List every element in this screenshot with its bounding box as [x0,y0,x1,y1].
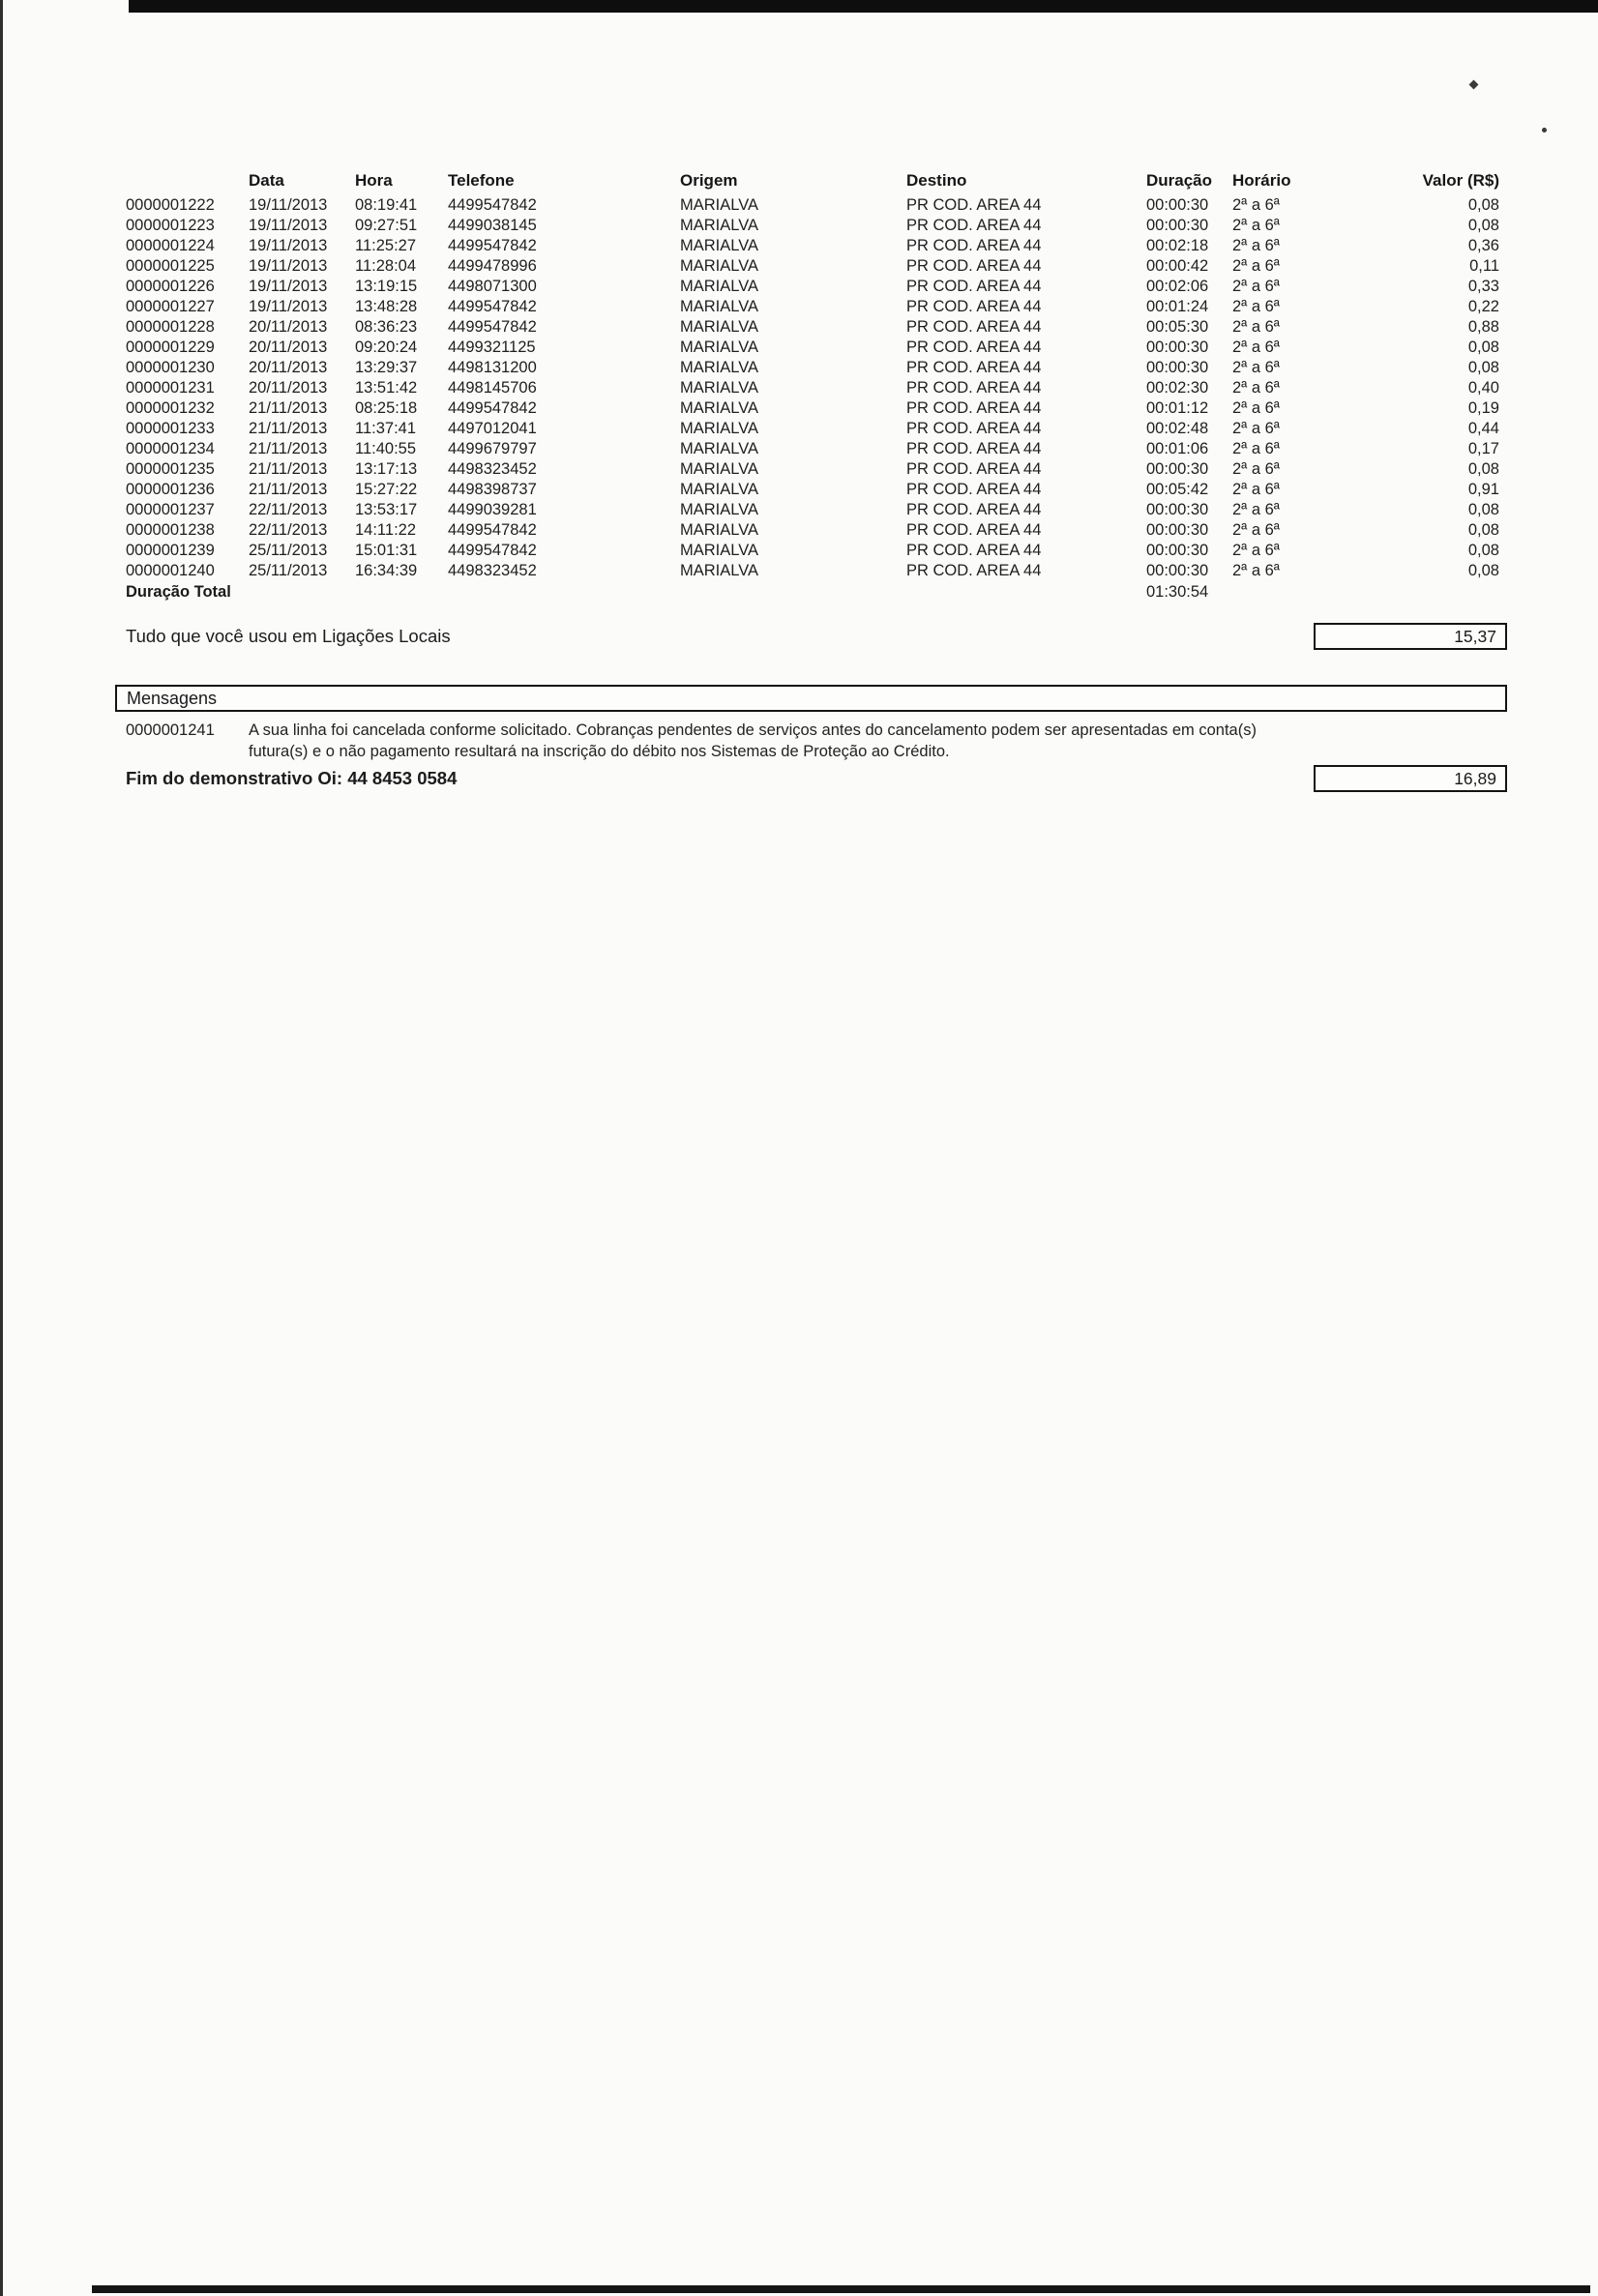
call-cell: 4499547842 [448,521,537,539]
call-cell: PR COD. AREA 44 [906,562,1042,579]
call-cell: 0,08 [1467,501,1499,518]
call-cell: 19/11/2013 [249,278,328,295]
messages-section-header [115,685,1507,712]
call-cell: PR COD. AREA 44 [906,420,1042,437]
call-cell: 0000001232 [126,399,215,417]
call-cell: 4499478996 [448,257,537,275]
call-cell: 00:00:30 [1146,339,1209,356]
call-cell: 0000001223 [126,217,215,234]
call-cell: 09:20:24 [355,339,418,356]
call-cell: 0000001225 [126,257,215,275]
call-row [126,398,1499,419]
scan-edge-bottom [92,2285,1590,2293]
call-cell: 0,44 [1467,420,1499,437]
scan-artifact [1542,128,1547,132]
call-cell: MARIALVA [680,217,758,234]
col-header-duracao: Duração [1146,171,1213,190]
call-cell: 0,08 [1467,196,1499,214]
call-row [126,195,1499,216]
call-cell: MARIALVA [680,521,758,539]
call-cell: 19/11/2013 [249,217,328,234]
call-cell: MARIALVA [680,440,758,457]
col-header-destino: Destino [906,171,967,190]
call-cell: 0000001240 [126,562,215,579]
call-cell: 19/11/2013 [249,298,328,315]
call-cell: 0000001238 [126,521,215,539]
col-header-origem: Origem [680,171,738,190]
scan-artifact [1469,80,1479,90]
call-row [126,480,1499,500]
call-cell: 2ª a 6ª [1232,399,1280,417]
call-cell: 2ª a 6ª [1232,420,1280,437]
call-cell: 4498323452 [448,460,537,478]
call-cell: 00:01:06 [1146,440,1209,457]
call-row [126,439,1499,459]
call-cell: 2ª a 6ª [1232,562,1280,579]
call-cell: 15:01:31 [355,542,418,559]
call-cell: 00:02:30 [1146,379,1209,397]
call-cell: 2ª a 6ª [1232,257,1280,275]
call-row [126,277,1499,297]
call-cell: 20/11/2013 [249,339,328,356]
call-cell: 0000001230 [126,359,215,376]
call-cell: 0,91 [1467,481,1499,498]
call-cell: 00:02:48 [1146,420,1209,437]
messages-title: Mensagens [127,689,218,708]
duration-total-label: Duração Total [126,583,231,601]
call-cell: 2ª a 6ª [1232,542,1280,559]
call-row [126,541,1499,561]
call-cell: 4499039281 [448,501,537,518]
call-cell: 13:19:15 [355,278,418,295]
col-header-hora: Hora [355,171,393,190]
call-cell: 11:28:04 [355,257,417,275]
call-row [126,256,1499,277]
call-cell: 0,36 [1467,237,1499,254]
call-row [126,216,1499,236]
call-cell: 0,08 [1467,521,1499,539]
call-cell: 0000001233 [126,420,215,437]
scan-edge-left [0,0,3,2296]
call-cell: 08:19:41 [355,196,418,214]
call-cell: 2ª a 6ª [1232,298,1280,315]
call-cell: 13:53:17 [355,501,418,518]
message-row [126,721,1480,762]
call-cell: 0000001235 [126,460,215,478]
call-cell: 08:25:18 [355,399,418,417]
table-header-row [126,170,1499,195]
call-cell: 4498131200 [448,359,537,376]
call-cell: 4499547842 [448,399,537,417]
call-row [126,459,1499,480]
call-cell: 4499679797 [448,440,537,457]
call-cell: 00:00:30 [1146,359,1209,376]
call-cell: 21/11/2013 [249,460,328,478]
call-cell: 13:29:37 [355,359,418,376]
col-header-telefone: Telefone [448,171,515,190]
call-cell: 0,88 [1467,318,1499,336]
bill-footer [126,765,1507,792]
call-cell: PR COD. AREA 44 [906,257,1042,275]
call-cell: 20/11/2013 [249,379,328,397]
call-row [126,419,1499,439]
call-cell: 2ª a 6ª [1232,196,1280,214]
call-cell: 08:36:23 [355,318,418,336]
call-cell: 2ª a 6ª [1232,237,1280,254]
call-cell: MARIALVA [680,339,758,356]
call-row [126,317,1499,338]
call-cell: PR COD. AREA 44 [906,481,1042,498]
call-cell: 0000001226 [126,278,215,295]
call-cell: MARIALVA [680,501,758,518]
call-cell: MARIALVA [680,196,758,214]
call-cell: 00:02:06 [1146,278,1209,295]
call-cell: 11:37:41 [355,420,417,437]
call-cell: 2ª a 6ª [1232,521,1280,539]
call-cell: 13:51:42 [355,379,418,397]
call-cell: 4499547842 [448,298,537,315]
call-cell: PR COD. AREA 44 [906,542,1042,559]
call-cell: MARIALVA [680,359,758,376]
call-cell: 14:11:22 [355,521,417,539]
call-cell: 0,08 [1467,359,1499,376]
call-cell: 00:00:30 [1146,196,1209,214]
call-cell: 0,08 [1467,562,1499,579]
call-cell: 2ª a 6ª [1232,359,1280,376]
call-cell: 21/11/2013 [249,481,328,498]
col-header-horario: Horário [1232,171,1291,190]
call-cell: 0000001239 [126,542,215,559]
call-cell: 09:27:51 [355,217,418,234]
call-cell: 0,08 [1467,460,1499,478]
call-row [126,236,1499,256]
call-row [126,500,1499,520]
call-cell: MARIALVA [680,379,758,397]
call-cell: 0,19 [1467,399,1499,417]
grand-total-value: 16,89 [1454,769,1496,788]
call-cell: PR COD. AREA 44 [906,379,1042,397]
call-cell: 4499547842 [448,542,537,559]
call-cell: 00:01:24 [1146,298,1209,315]
col-header-data: Data [249,171,284,190]
call-cell: 19/11/2013 [249,257,328,275]
local-calls-total-value: 15,37 [1454,627,1496,646]
call-cell: 13:17:13 [355,460,418,478]
local-calls-summary [126,623,1507,650]
message-text [249,721,1469,762]
col-header-valor: Valor (R$) [1422,171,1499,190]
call-cell: 2ª a 6ª [1232,501,1280,518]
call-cell: PR COD. AREA 44 [906,237,1042,254]
call-cell: 4497012041 [448,420,537,437]
call-cell: PR COD. AREA 44 [906,359,1042,376]
call-cell: 2ª a 6ª [1232,440,1280,457]
call-cell: PR COD. AREA 44 [906,440,1042,457]
call-cell: 22/11/2013 [249,501,328,518]
call-cell: MARIALVA [680,237,758,254]
call-cell: MARIALVA [680,298,758,315]
call-cell: MARIALVA [680,278,758,295]
call-cell: 21/11/2013 [249,420,328,437]
call-cell: 2ª a 6ª [1232,339,1280,356]
call-cell: 00:00:30 [1146,542,1209,559]
call-cell: MARIALVA [680,460,758,478]
call-cell: 0000001222 [126,196,215,214]
call-cell: 0000001227 [126,298,215,315]
call-cell: 22/11/2013 [249,521,328,539]
call-detail-table [126,170,1499,602]
call-cell: MARIALVA [680,257,758,275]
call-cell: 20/11/2013 [249,359,328,376]
call-cell: 13:48:28 [355,298,418,315]
call-cell: 2ª a 6ª [1232,278,1280,295]
call-cell: PR COD. AREA 44 [906,298,1042,315]
call-cell: 4498145706 [448,379,537,397]
call-cell: 0000001237 [126,501,215,518]
call-cell: 0000001234 [126,440,215,457]
local-calls-summary-label: Tudo que você usou em Ligações Locais [126,626,451,646]
call-row [126,338,1499,358]
call-cell: 00:00:30 [1146,521,1209,539]
call-cell: 4499547842 [448,196,537,214]
call-row [126,520,1499,541]
call-cell: 0000001224 [126,237,215,254]
call-cell: 19/11/2013 [249,196,328,214]
call-cell: PR COD. AREA 44 [906,501,1042,518]
col-header-id [126,170,249,195]
call-cell: 0,08 [1467,217,1499,234]
call-row [126,561,1499,581]
call-cell: PR COD. AREA 44 [906,339,1042,356]
call-cell: 25/11/2013 [249,542,328,559]
call-cell: 4499547842 [448,318,537,336]
call-cell: PR COD. AREA 44 [906,217,1042,234]
call-cell: 00:00:30 [1146,562,1209,579]
duration-total-value: 01:30:54 [1146,583,1209,601]
call-cell: PR COD. AREA 44 [906,318,1042,336]
call-cell: 19/11/2013 [249,237,328,254]
call-cell: 4498323452 [448,562,537,579]
call-cell: 00:00:30 [1146,460,1209,478]
call-cell: MARIALVA [680,562,758,579]
call-cell: 15:27:22 [355,481,418,498]
call-cell: 0,11 [1469,257,1499,275]
call-row [126,378,1499,398]
call-cell: PR COD. AREA 44 [906,460,1042,478]
call-cell: 00:00:30 [1146,501,1209,518]
call-cell: PR COD. AREA 44 [906,521,1042,539]
call-cell: 0,08 [1467,542,1499,559]
call-cell: 0000001231 [126,379,215,397]
call-cell: 0,40 [1467,379,1499,397]
call-cell: PR COD. AREA 44 [906,196,1042,214]
message-text-line: futura(s) e o não pagamento resultará na inscrição do débito nos Sistemas de Proteção ao Crédito. [249,742,950,760]
call-cell: 4498398737 [448,481,537,498]
call-cell: 21/11/2013 [249,399,328,417]
duration-total-row [126,581,1499,602]
call-cell: 2ª a 6ª [1232,379,1280,397]
call-cell: 0000001236 [126,481,215,498]
call-cell: 00:00:42 [1146,257,1209,275]
call-row [126,297,1499,317]
call-cell: MARIALVA [680,542,758,559]
scan-edge-top [129,0,1598,13]
call-cell: 21/11/2013 [249,440,328,457]
call-cell: 00:00:30 [1146,217,1209,234]
bill-end-label: Fim do demonstrativo Oi: 44 8453 0584 [126,768,458,788]
call-cell: MARIALVA [680,420,758,437]
call-cell: 4498071300 [448,278,537,295]
call-cell: PR COD. AREA 44 [906,399,1042,417]
call-cell: 2ª a 6ª [1232,460,1280,478]
call-cell: 16:34:39 [355,562,418,579]
call-cell: 2ª a 6ª [1232,217,1280,234]
call-cell: 0,33 [1467,278,1499,295]
message-text-line: A sua linha foi cancelada conforme solicitado. Cobranças pendentes de serviços antes do cancelamento podem ser apresentadas em conta(s) [249,721,1257,739]
call-cell: 0,22 [1467,298,1499,315]
call-cell: 00:05:42 [1146,481,1209,498]
grand-total-box [1314,765,1507,792]
call-cell: 4499321125 [448,339,536,356]
call-cell: MARIALVA [680,481,758,498]
call-cell: 11:40:55 [355,440,417,457]
call-cell: 2ª a 6ª [1232,481,1280,498]
call-cell: MARIALVA [680,318,758,336]
call-cell: MARIALVA [680,399,758,417]
local-calls-total-box [1314,623,1507,650]
call-cell: 4499038145 [448,217,537,234]
call-cell: 4499547842 [448,237,537,254]
call-cell: 0000001229 [126,339,215,356]
call-row [126,358,1499,378]
message-id: 0000001241 [126,721,215,739]
call-table-body [126,195,1499,581]
call-cell: 0000001228 [126,318,215,336]
call-cell: 0,08 [1467,339,1499,356]
call-cell: PR COD. AREA 44 [906,278,1042,295]
call-cell: 25/11/2013 [249,562,328,579]
call-cell: 2ª a 6ª [1232,318,1280,336]
call-cell: 00:05:30 [1146,318,1209,336]
call-cell: 00:01:12 [1146,399,1209,417]
call-cell: 11:25:27 [355,237,417,254]
call-cell: 00:02:18 [1146,237,1209,254]
call-cell: 0,17 [1467,440,1499,457]
call-cell: 20/11/2013 [249,318,328,336]
